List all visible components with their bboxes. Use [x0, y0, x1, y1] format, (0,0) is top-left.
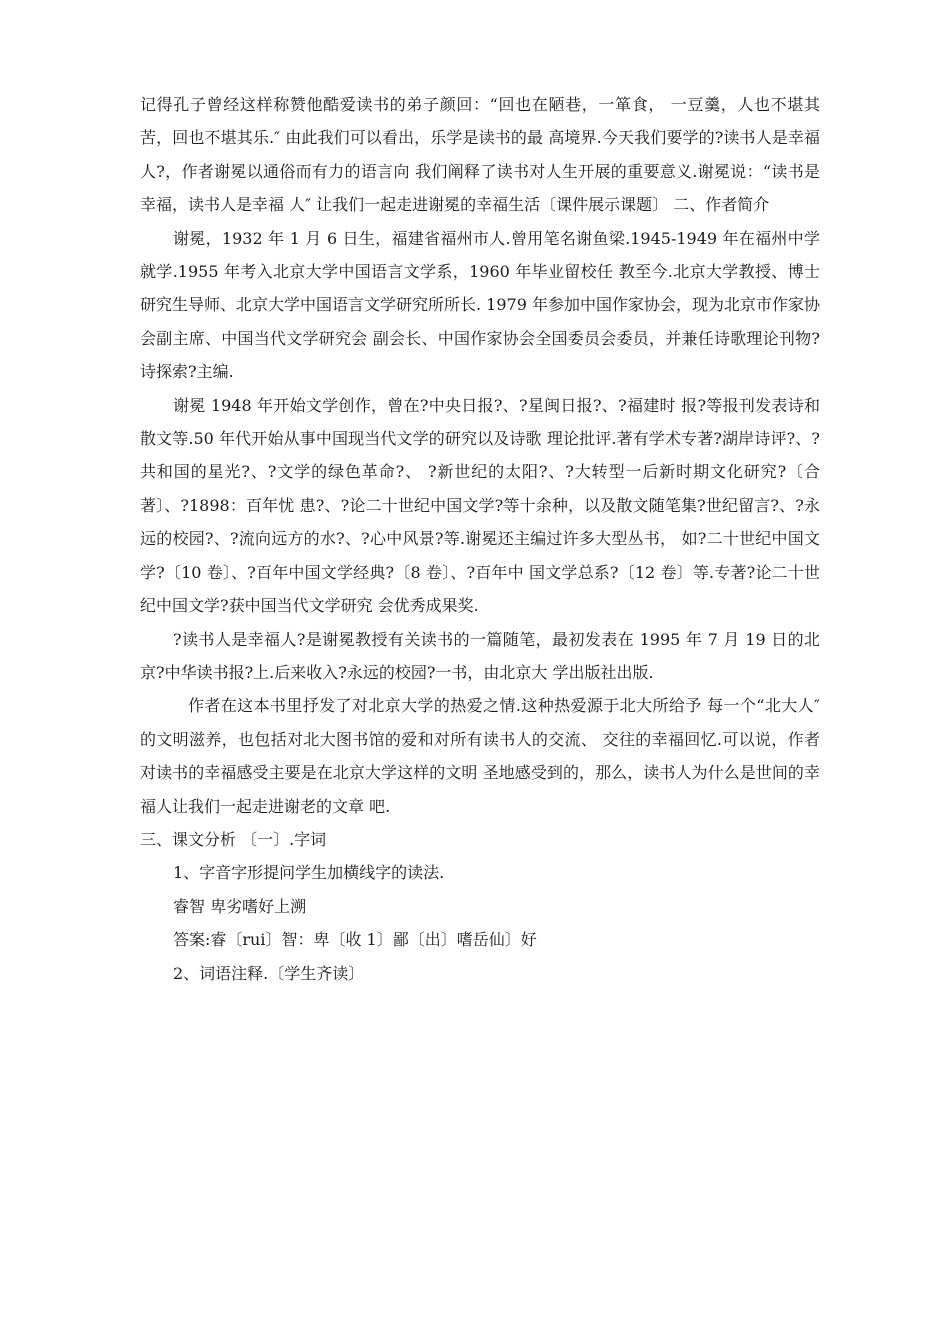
list-item-pronunciation: 1、字音字形提问学生加横线字的读法.: [173, 863, 445, 883]
document-page: [140, 88, 820, 990]
section-heading-text-analysis: 三、课文分析 〔一〕.字词: [140, 829, 327, 849]
paragraph-author-works: 谢冕 1948 年开始文学创作，曾在?中央日报?、?星闽日报?、?福建时 报?等报刊发表诗和散文等.50 年代开始从事中国现当代文学的研究以及诗歌 理论批评.著有学术专著?湖岸诗评?、?共和国的星光?、?文学的绿色革命?、 ?新世纪的太阳?、?大转型一后新时期文化研究?〔合著〕、?1898：百年忧 患?、?论二十世纪中国文学?等十余种，以及散文随笔集?世纪留言?、?永 远的校园?、?流向远方的水?、?心中风景?等.谢冕还主编过许多大型丛书， 如?二十世纪中国文学?〔10 卷〕、?百年中国文学经典?〔8 卷〕、?百年中 国文学总系?〔12 卷〕等.专著?论二十世纪中国文学?获中国当代文学研究 会优秀成果奖.: [140, 395, 820, 616]
paragraph-essay-theme: 作者在这本书里抒发了对北京大学的热爱之情.这种热爱源于北大所给予 每一个“北大人″ 的文明滋养，也包括对北大图书馆的爱和对所有读书人的交流、 交往的幸福回忆.可以说，作者对读书的幸福感受主要是在北京大学这样的文明 圣地感受到的，那么，读书人为什么是世间的幸福人让我们一起走进谢老的文章 吧.: [140, 696, 820, 816]
paragraph-essay-origin: ?读书人是幸福人?是谢冕教授有关读书的一篇随笔，最初发表在 1995 年 7 月 19 日的北京?中华读书报?上.后来收入?永远的校园?一书，由北京大 学出版社出版.: [140, 629, 820, 682]
paragraph-intro: 记得孔子曾经这样称赞他酷爱读书的弟子颜回：“回也在陋巷，一箪食， 一豆羹，人也不堪其苦，回也不堪其乐.″ 由此我们可以看出，乐学是读书的最 高境界.今天我们要学的?读书人是幸福人?，作者谢冕以通俗而有力的语言向 我们阐释了读书对人生开展的重要意义.谢冕说：“读书是幸福，读书人是幸福 人″ 让我们一起走进谢冕的幸福生活〔课件展示课题〕 二、作者简介: [140, 95, 820, 215]
vocabulary-answer: 答案:睿〔rui〕智：卑〔收 1〕鄙〔出〕嗜岳仙〕好: [173, 930, 537, 950]
list-item-word-notes: 2、词语注释.〔学生齐读〕: [173, 963, 365, 983]
vocabulary-words: 睿智 卑劣嗜好上溯: [173, 896, 307, 916]
paragraph-author-bio: 谢冕，1932 年 1 月 6 日生，福建省福州市人.曾用笔名谢鱼梁.1945-1949 年在福州中学就学.1955 年考入北京大学中国语言文学系，1960 年毕业留校任 教至今.北京大学教授、博士研究生导师、北京大学中国语言文学研究所所长. 1979 年参加中国作家协会，现为北京市作家协会副主席、中国当代文学研究会 副会长、中国作家协会全国委员会委员，并兼任诗歌理论刊物?诗探索?主编.: [140, 228, 820, 382]
